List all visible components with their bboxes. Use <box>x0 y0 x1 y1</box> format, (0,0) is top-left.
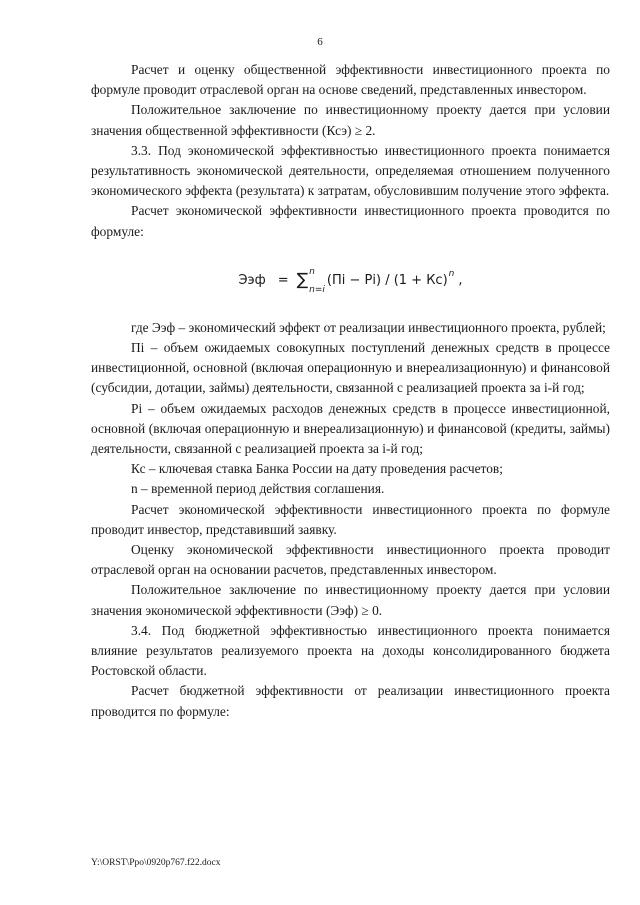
paragraph: Расчет экономической эффективности инвестиционного проекта проводится по формуле: <box>91 203 610 239</box>
footer-file-path: Y:\ORST\Ppo\0920p767.f22.docx <box>91 858 221 868</box>
document-body <box>91 60 610 722</box>
section-3-3-paragraph: 3.3. Под экономической эффективностью инвестиционного проекта понимается результативность экономической деятельности, определяемая отношением полученного экономического эффекта (результата) к затратам, обусловившим получение этого эффекта. <box>91 142 610 199</box>
sigma-symbol: ∑ <box>296 270 309 291</box>
sum-upper-limit: n <box>309 266 315 277</box>
sum-limits <box>309 267 325 295</box>
definition: где Ээф – экономический эффект от реализации инвестиционного проекта, рублей; <box>131 319 606 335</box>
formula-sum <box>297 267 325 295</box>
formula-exponent: n <box>448 268 455 279</box>
definition: Кс – ключевая ставка Банка России на дату проведения расчетов; <box>131 461 503 477</box>
paragraph: Оценку экономической эффективности инвестиционного проекта проводит отраслевой орган на основании расчетов, представленных инвестором. <box>91 542 610 578</box>
formula-equals: = <box>277 272 289 288</box>
formula-comma: , <box>458 272 463 288</box>
definition: Пi – объем ожидаемых совокупных поступлений денежных средств в процессе инвестиционной, основной (включая операционную и внереализационную) и финансовой (субсидии, дотации, займы) деятельности, связанной с реализацией проекта за i-й год; <box>91 340 610 396</box>
section-3-4-paragraph: 3.4. Под бюджетной эффективностью инвестиционного проекта понимается влияние результатов реализуемого проекта на доходы консолидированного бюджета Ростовской области. <box>91 622 610 679</box>
definition: Рi – объем ожидаемых расходов денежных средств в процессе инвестиционной, основной (включая операционную и внереализационную) и финансовой (кредиты, займы) деятельности, связанной с реализацией проекта за i-й год; <box>91 400 610 457</box>
formula-body: (Пi − Рi) / (1 + Кс) <box>326 272 448 288</box>
economic-efficiency-formula <box>91 264 610 298</box>
paragraph: Расчет бюджетной эффективности от реализации инвестиционного проекта проводится по формуле: <box>91 683 610 719</box>
paragraph: Положительное заключение по инвестиционному проекту дается при условии значения общественной эффективности (Ксэ) ≥ 2. <box>91 102 610 138</box>
paragraph: Расчет экономической эффективности инвестиционного проекта по формуле проводит инвестор, представивший заявку. <box>91 501 610 537</box>
paragraph: Положительное заключение по инвестиционному проекту дается при условии значения экономической эффективности (Ээф) ≥ 0. <box>91 582 610 618</box>
definition: n – временной период действия соглашения. <box>131 481 385 497</box>
paragraph: Расчет и оценку общественной эффективности инвестиционного проекта по формуле проводит отраслевой орган на основе сведений, представленных инвестором. <box>91 62 610 98</box>
formula-lhs: Ээф <box>238 272 266 288</box>
page-number: 6 <box>317 36 323 48</box>
sum-lower-limit: n=i <box>309 284 325 295</box>
